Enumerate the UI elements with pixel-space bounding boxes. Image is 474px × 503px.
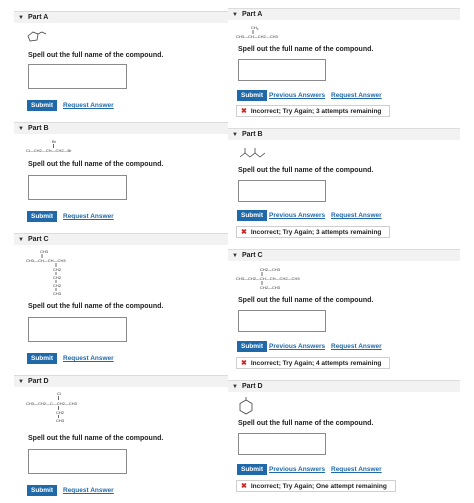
prompt-part-d: Spell out the full name of the compound.	[28, 435, 164, 442]
prompt-part-b: Spell out the full name of the compound.	[28, 161, 164, 168]
part-a-header-right[interactable]	[228, 8, 460, 20]
chain-part-c-2: CH2	[53, 275, 62, 280]
chevron-down-icon: ▼	[232, 11, 238, 18]
request-answer-link-part-c-right[interactable]: Request Answer	[331, 343, 382, 350]
submit-button-part-a-right[interactable]: Submit	[237, 90, 267, 101]
formula-part-b-left: Cl—CH2—CH—CH2—Br	[26, 148, 72, 153]
answer-input-part-a[interactable]	[28, 64, 127, 89]
part-b-title: Part B	[241, 131, 263, 138]
formula-part-c-right-main: CH3—CH2—CH—CH—CH2—CH3	[236, 276, 300, 281]
submit-button-part-c[interactable]: Submit	[27, 353, 57, 364]
prompt-part-a-right: Spell out the full name of the compound.	[238, 46, 374, 53]
part-a-header-left[interactable]	[14, 11, 228, 23]
x-mark-icon: ✖	[241, 360, 247, 367]
chevron-down-icon: ▼	[18, 14, 24, 21]
answer-input-part-a-right[interactable]	[238, 59, 326, 81]
answer-input-part-b[interactable]	[28, 175, 127, 200]
ethyl-top-label: CH2—CH3	[260, 267, 281, 272]
structure-part-b-left	[26, 138, 106, 158]
formula-part-c-left-main: CH3—CH—CH—CH3	[26, 258, 66, 263]
x-mark-icon: ✖	[241, 229, 247, 236]
answer-input-part-d[interactable]	[28, 449, 127, 474]
chain-part-c-4: CH3	[53, 291, 62, 296]
chevron-down-icon: ▼	[232, 383, 238, 390]
structure-part-d-left	[26, 390, 106, 430]
prompt-part-c-right: Spell out the full name of the compound.	[238, 297, 374, 304]
part-b-title: Part B	[27, 125, 49, 132]
prompt-part-c: Spell out the full name of the compound.	[28, 303, 164, 310]
previous-answers-link-part-b[interactable]: Previous Answers	[269, 212, 326, 219]
feedback-text-part-c: Incorrect; Try Again; 4 attempts remaining	[250, 359, 382, 367]
x-mark-icon: ✖	[241, 108, 247, 115]
prompt-part-a: Spell out the full name of the compound.	[28, 52, 164, 59]
methyl-top-label: CH3	[40, 249, 49, 254]
part-d-title: Part D	[27, 378, 49, 385]
answer-input-part-c[interactable]	[28, 317, 127, 342]
prompt-part-d-right: Spell out the full name of the compound.	[238, 420, 374, 427]
chain-part-d-1: CH2	[56, 410, 65, 415]
formula-part-a-right: CH3—CH—CH2—CH3	[236, 34, 278, 39]
feedback-text-part-d: Incorrect; Try Again; One attempt remaining	[250, 482, 387, 490]
part-a-title: Part A	[241, 11, 263, 18]
feedback-part-d	[236, 480, 396, 492]
skeletal-structure-part-b	[238, 145, 272, 161]
request-answer-link-part-a[interactable]: Request Answer	[63, 102, 114, 109]
chevron-down-icon: ▼	[232, 131, 238, 138]
feedback-part-c	[236, 357, 390, 369]
previous-answers-link-part-d[interactable]: Previous Answers	[269, 466, 326, 473]
part-c-title: Part C	[241, 252, 263, 259]
submit-button-part-d[interactable]: Submit	[27, 485, 57, 496]
ethyl-bottom-label: CH2—CH3	[260, 285, 281, 290]
request-answer-link-part-b-right[interactable]: Request Answer	[331, 212, 382, 219]
submit-button-part-b[interactable]: Submit	[27, 211, 57, 222]
answer-input-part-c-right[interactable]	[238, 310, 326, 332]
chlorine-label: Cl	[57, 391, 61, 396]
answer-input-part-d-right[interactable]	[238, 433, 326, 455]
x-mark-icon: ✖	[241, 483, 247, 490]
chevron-down-icon: ▼	[18, 125, 24, 132]
structure-part-c-left	[26, 248, 96, 300]
request-answer-link-part-d[interactable]: Request Answer	[63, 487, 114, 494]
prompt-part-b-right: Spell out the full name of the compound.	[238, 167, 374, 174]
chain-part-d-2: CH3	[56, 418, 65, 423]
part-a-title: Part A	[27, 14, 49, 21]
request-answer-link-part-b[interactable]: Request Answer	[63, 213, 114, 220]
chevron-down-icon: ▼	[18, 236, 24, 243]
part-d-header-left[interactable]	[14, 375, 228, 387]
answer-input-part-b-right[interactable]	[238, 180, 326, 202]
feedback-part-b	[236, 226, 390, 238]
structure-part-a-right	[236, 24, 316, 44]
chevron-down-icon: ▼	[18, 378, 24, 385]
part-d-title: Part D	[241, 383, 263, 390]
submit-button-part-a[interactable]: Submit	[27, 100, 57, 111]
feedback-text-part-b: Incorrect; Try Again; 3 attempts remaining	[250, 228, 382, 236]
formula-part-d-left-main: CH3—CH2—C—CH2—CH3	[26, 401, 77, 406]
previous-answers-link-part-a[interactable]: Previous Answers	[269, 92, 326, 99]
submit-button-part-b-right[interactable]: Submit	[237, 210, 267, 221]
submit-button-part-c-right[interactable]: Submit	[237, 341, 267, 352]
feedback-part-a	[236, 105, 390, 117]
feedback-text-part-a: Incorrect; Try Again; 3 attempts remaining	[250, 107, 382, 115]
request-answer-link-part-c[interactable]: Request Answer	[63, 355, 114, 362]
chain-part-c-3: CH2	[53, 283, 62, 288]
previous-answers-link-part-c[interactable]: Previous Answers	[269, 343, 326, 350]
chevron-down-icon: ▼	[232, 252, 238, 259]
part-c-title: Part C	[27, 236, 49, 243]
structure-part-c-right	[236, 266, 316, 294]
part-b-header-right[interactable]	[228, 128, 460, 140]
submit-button-part-d-right[interactable]: Submit	[237, 464, 267, 475]
cyclohexane-structure	[236, 397, 256, 417]
request-answer-link-part-a-right[interactable]: Request Answer	[331, 92, 382, 99]
part-c-header-right[interactable]	[228, 249, 460, 261]
part-d-header-right[interactable]	[228, 380, 460, 392]
part-c-header-left[interactable]	[14, 233, 228, 245]
bromine-label: Br	[52, 139, 56, 144]
cyclopentane-ethyl-structure	[26, 30, 48, 44]
methyl-label-a: $CH_3$	[251, 25, 259, 31]
chain-part-c-1: CH2	[53, 267, 62, 272]
part-b-header-left[interactable]	[14, 122, 228, 134]
request-answer-link-part-d-right[interactable]: Request Answer	[331, 466, 382, 473]
